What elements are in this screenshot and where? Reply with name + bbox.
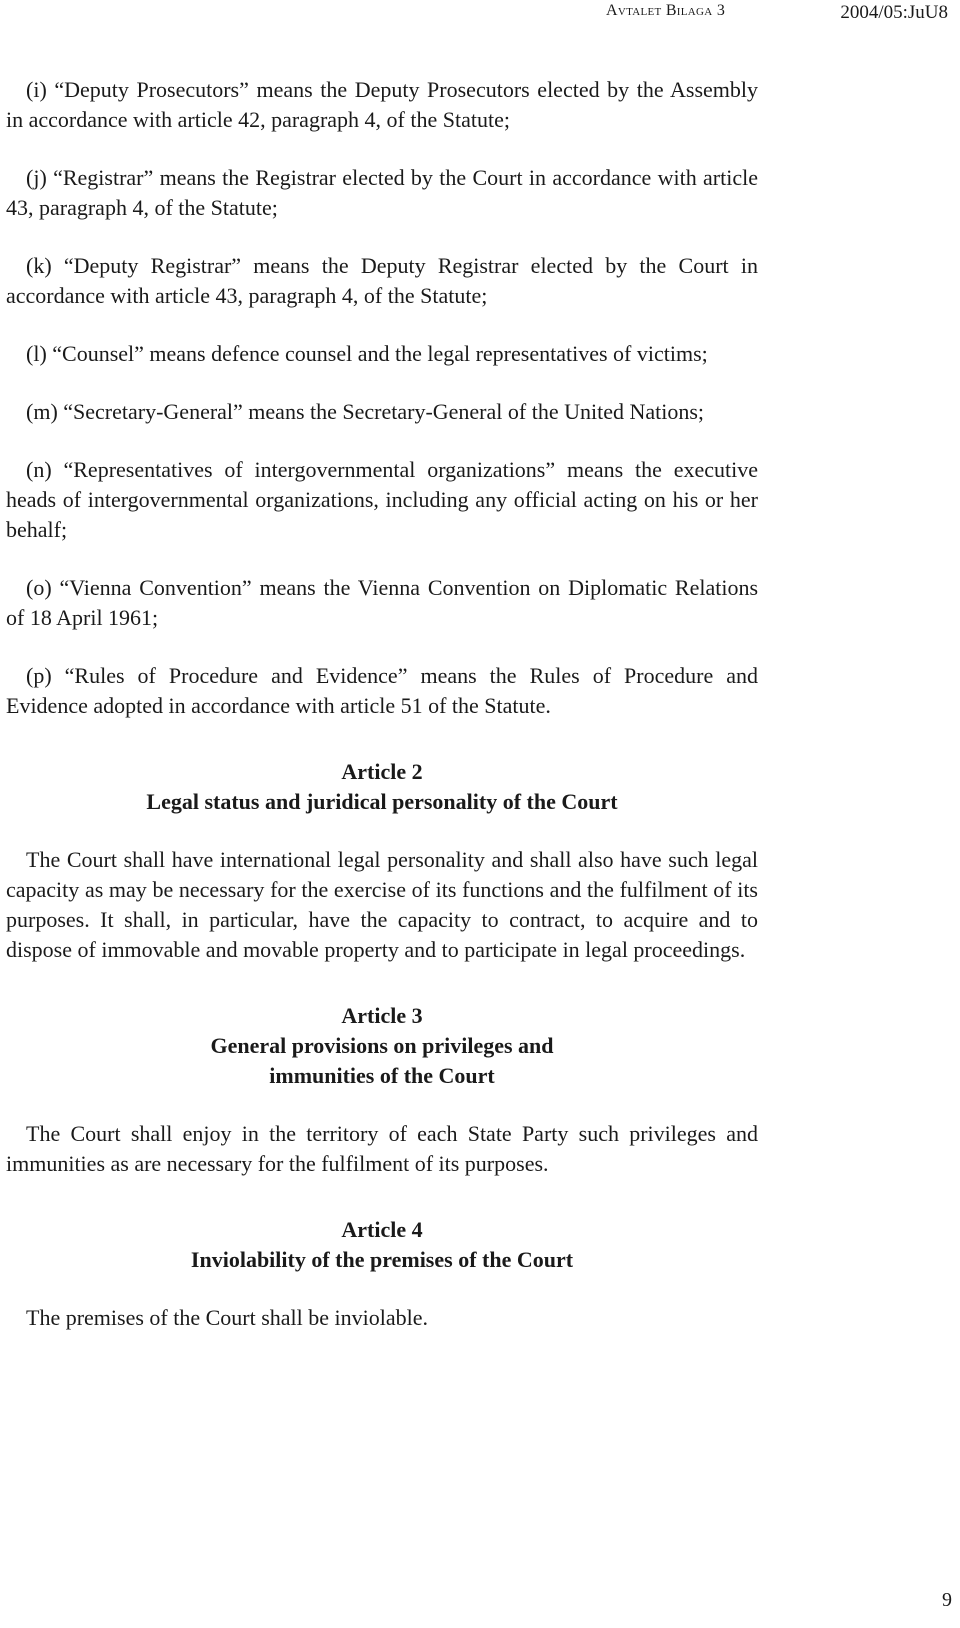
definition-i: (i) “Deputy Prosecutors” means the Deputy Prosecutors elected by the Assembly in accordance with article 42, paragraph 4, of the Statute; — [6, 77, 758, 132]
definition-k: (k) “Deputy Registrar” means the Deputy Registrar elected by the Court in accordance with article 43, paragraph 4, of the Statute; — [6, 253, 758, 308]
definition-l: (l) “Counsel” means defence counsel and the legal representatives of victims; — [26, 341, 708, 366]
article-2-body: The Court shall have international legal personality and shall also have such legal capacity as may be necessary for the exercise of its functions and the fulfilment of its purposes. It shall, in particular, have the capacity to contract, to acquire and to dispose of immovable and movable property and to participate in legal proceedings. — [6, 847, 758, 962]
article-2-title: Legal status and juridical personality of the Court — [146, 789, 618, 814]
definition-m: (m) “Secretary-General” means the Secretary-General of the United Nations; — [26, 399, 705, 424]
article-3-title-line-2: immunities of the Court — [269, 1063, 495, 1088]
article-3-heading: Article 3 — [341, 1003, 423, 1028]
article-3-body: The Court shall enjoy in the territory of each State Party such privileges and immunities as are necessary for the fulfilment of its purposes. — [6, 1121, 758, 1176]
definition-j: (j) “Registrar” means the Registrar elected by the Court in accordance with article 43, paragraph 4, of the Statute; — [6, 165, 758, 220]
article-4-body: The premises of the Court shall be inviolable. — [26, 1305, 429, 1330]
page-number: 9 — [942, 1589, 952, 1611]
article-3-title-line-1: General provisions on privileges and — [210, 1033, 554, 1058]
article-2-header — [6, 757, 758, 817]
definition-n: (n) “Representatives of intergovernmental organizations” means the executive heads of intergovernmental organizations, including any official acting on his or her behalf; — [6, 457, 758, 542]
definition-o: (o) “Vienna Convention” means the Vienna Convention on Diplomatic Relations of 18 April 1961; — [6, 575, 758, 630]
article-4-heading: Article 4 — [341, 1217, 423, 1242]
article-3-header — [6, 1001, 758, 1091]
running-header-left: Avtalet Bilaga 3 — [606, 2, 726, 19]
definition-p: (p) “Rules of Procedure and Evidence” means the Rules of Procedure and Evidence adopted in accordance with article 51 of the Statute. — [6, 663, 758, 718]
article-2-heading: Article 2 — [341, 759, 423, 784]
running-header-right: 2004/05:JuU8 — [840, 2, 948, 23]
article-4-title: Inviolability of the premises of the Court — [190, 1247, 574, 1272]
article-4-header — [6, 1215, 758, 1275]
document-body — [6, 75, 758, 1361]
